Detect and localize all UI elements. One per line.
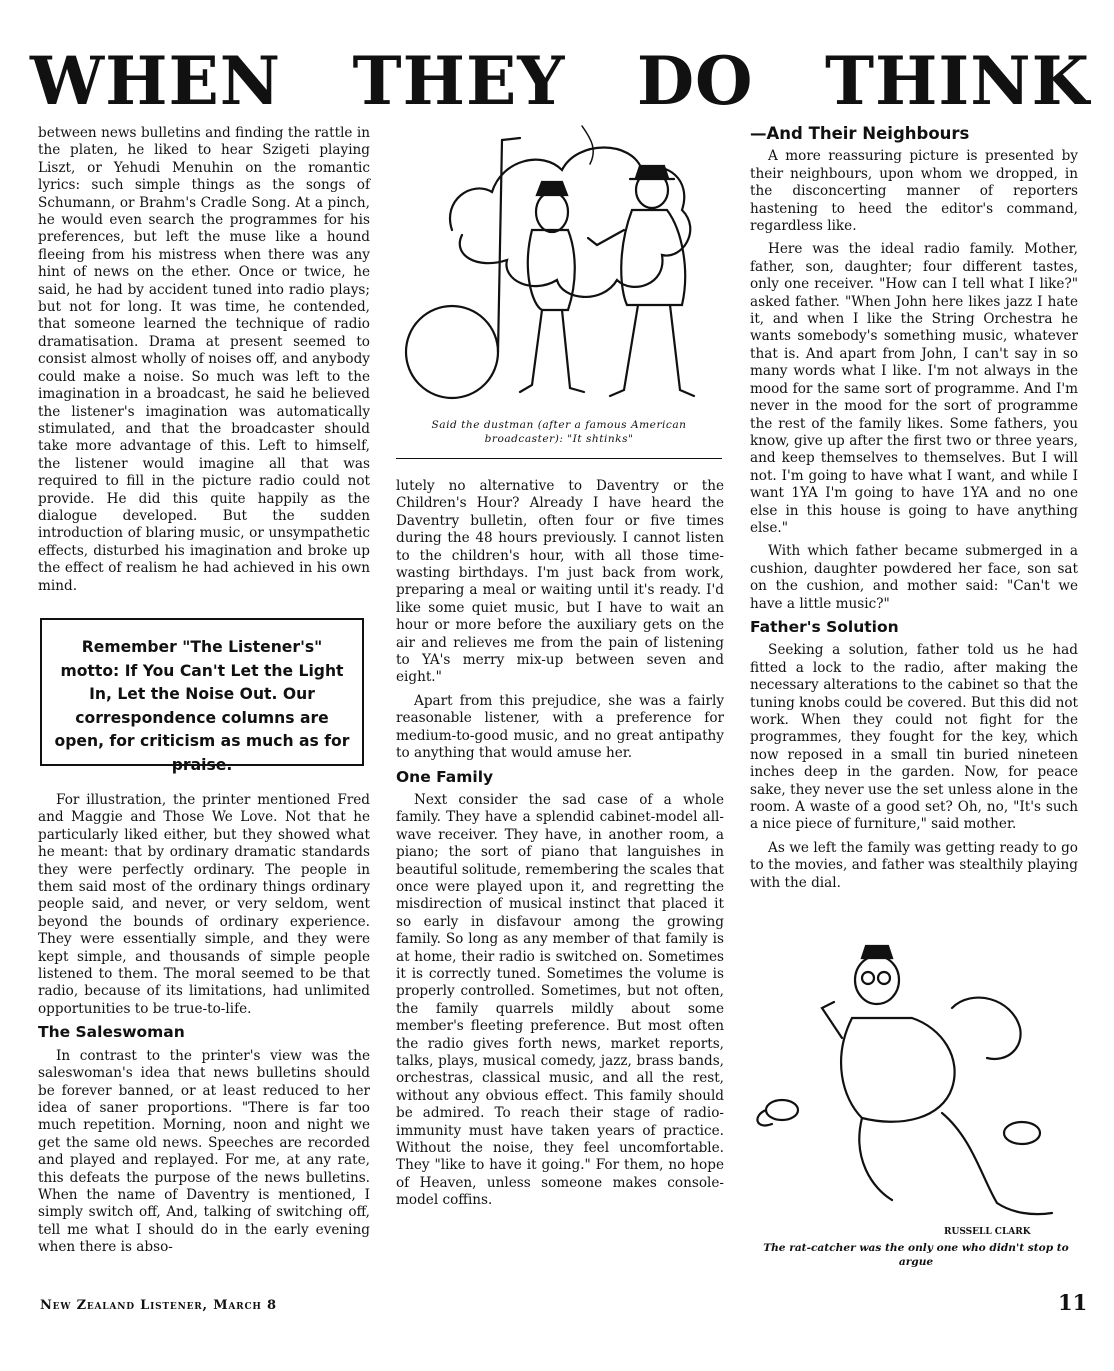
column-1 <box>38 125 370 601</box>
paragraph: A more reassuring picture is presented by their neighbours, upon whom we dropped, in the disconcerting manner of reporters hastening to heed the editor's command, regardless like. <box>750 148 1078 235</box>
paragraph: between news bulletins and finding the rattle in the platen, he liked to hear Szigeti playing Liszt, or Yehudi Menuhin on the romantic lyrics: such simple things as the songs of Schumann, or Brahm's Cradle Song. At a pinch, he would even search the programmes for his preferences, but left the muse like a hound fleeing from his mistress when there was any hint of news on the ether. Once or twice, he said, he had by accident tuned into radio plays; but not for long. It was time, he contended, that someone learned the technique of radio dramatisation. Drama at present seemed to consist almost wholly of noises off, and anybody could make a noise. So much was left to the imagination in a broadcast, he said he believed the listener's imagination was automatically stimulated, and that the broadcaster should take more advantage of this. Left to himself, the listener would imagine all that was required to fill in the picture radio could not provide. He did this quite happily as the dialogue developed. But the sudden introduction of blaring music, or unsympathetic effects, disturbed his imagination and broke up the effect of realism he had achieved in his own mind. <box>38 125 370 594</box>
rat-catcher-caption: The rat-catcher was the only one who didn't stop to argue <box>763 1242 1069 1268</box>
column-2 <box>396 478 724 1216</box>
headline <box>30 42 1090 120</box>
subhead-one-family: One Family <box>396 767 494 786</box>
headline-word-4: THINK <box>824 42 1090 120</box>
headline-word-1: WHEN <box>30 42 282 120</box>
column-3 <box>750 125 1078 898</box>
subhead-fathers-solution: Father's Solution <box>750 617 899 636</box>
artist-signature: RUSSELL CLARK <box>944 1227 1031 1237</box>
motto-text: Remember "The Listener's" motto: If You Can't Let the Light In, Let the Noise Out. Our correspondence columns are open, for criticism as much as for praise. <box>54 638 350 774</box>
footer-publication: New Zealand Listener, March 8 <box>40 1298 277 1313</box>
paragraph: lutely no alternative to Daventry or the Children's Hour? Already I have heard the Daventry bulletin, often four or five times during the 48 hours previously. I cannot listen to the children's hour, with all those time-wasting birthdays. I'm just back from work, preparing a meal or waiting until it's ready. I'd like some quiet music, but I have to wait an hour or more before the auxiliary gets on the air and relieves me from the pain of listening to YA's merry mix-up between seven and eight." <box>396 478 724 686</box>
subhead-neighbours: —And Their Neighbours <box>750 124 970 143</box>
paragraph: In contrast to the printer's view was the saleswoman's idea that news bulletins should be forever banned, or at least reduced to her idea of saner proportions. "There is far too much repetition. Morning, noon and night we get the same old news. Speeches are recorded and played and replayed. For me, at any rate, this defeats the purpose of the news bulletins. When the name of Daventry is mentioned, I simply switch off, And, talking of switching off, tell me what I should do in the early evening when there is abso- <box>38 1047 370 1256</box>
paragraph: Here was the ideal radio family. Mother, father, son, daughter; four different tastes, only one receiver. "How can I tell what I like?" asked father. "When John here likes jazz I hate it, and when I like the String Orchestra he wants somebody's something music, whatever that is. And apart from John, I can't say in so many words what I like. I'm not always in the mood for the same sort of programme. And I'm never in the mood for the sort of programme the rest of the family likes. Some fathers, you know, give up after the first two or three years, and keep themselves to themselves. But I will not. I'm going to have what I want, and while I want 1YA I'm going to have 1YA and no one else in this house is going to have anything else." <box>750 241 1078 536</box>
column-1-lower <box>38 792 370 1263</box>
paragraph: Next consider the sad case of a whole family. They have a splendid cabinet-model all-wave receiver. They have, in another room, a piano; the sort of piano that languishes in beautiful solitude, remembering the scales that once were played upon it, and regretting the misdirection of musical instinct that placed it so early in disfavour among the growing family. So long as any member of that family is at home, their radio is switched on. Sometimes it is correctly tuned. Sometimes the volume is properly controlled. Sometimes, but not often, the family quarrels mildly about some member's fleeting preference. But most often the radio gives forth news, market reports, talks, plays, musical comedy, jazz, brass bands, orchestras, classical music, and all the rest, without any obvious effect. This family should be admired. To reach their stage of radio-immunity must have taken years of practice. Without the noise, they feel uncomfortable. They "like to have it going." For them, no hope of Heaven, unless someone makes console-model coffins. <box>396 791 724 1209</box>
paragraph: With which father became submerged in a cushion, daughter powdered her face, son sat on the cushion, and mother said: "Can't we have a little music?" <box>750 543 1078 612</box>
paragraph: Apart from this prejudice, she was a fairly reasonable listener, with a preference for medium-to-good music, and no great antipathy to anything that would amuse her. <box>396 692 724 762</box>
headline-word-2: THEY <box>352 42 566 120</box>
rat-catcher-illustration <box>752 938 1078 1238</box>
paragraph: For illustration, the printer mentioned Fred and Maggie and Those We Love. Not that he particularly liked either, but they showed what he meant: that by ordinary dramatic standards they were perfectly ordinary. The people in them said most of the ordinary things ordinary people said, and never, or very seldom, went beyond the bounds of ordinary experience. They were essentially simple, and they were kept simple, and thousands of simple people listened to them. The moral seemed to be that radio, because of its limitations, had unlimited opportunities to be true-to-life. <box>38 792 370 1017</box>
page-number: 11 <box>1058 1290 1088 1315</box>
paragraph: Seeking a solution, father told us he had fitted a lock to the radio, after making the necessary alterations to the cabinet so that the tuning knobs could be covered. But this did not work. When they could not fight for the programmes, they fought for the key, which now reposed in a small tin buried nineteen inches deep in the garden. Now, for peace sake, they never use the set unless alone in the room. A waste of a good set? Oh, no, "It's such a nice piece of furniture," said mother. <box>750 642 1078 833</box>
dustman-caption: Said the dustman (after a famous American broadcaster): "It shtinks" <box>431 419 687 445</box>
caption-rule <box>396 458 722 459</box>
subhead-saleswoman: The Saleswoman <box>38 1023 185 1042</box>
motto-box <box>40 618 364 774</box>
paragraph: As we left the family was getting ready to go to the movies, and father was stealthily playing with the dial. <box>750 839 1078 891</box>
dustman-illustration <box>392 120 724 410</box>
headline-word-3: DO <box>636 42 754 120</box>
